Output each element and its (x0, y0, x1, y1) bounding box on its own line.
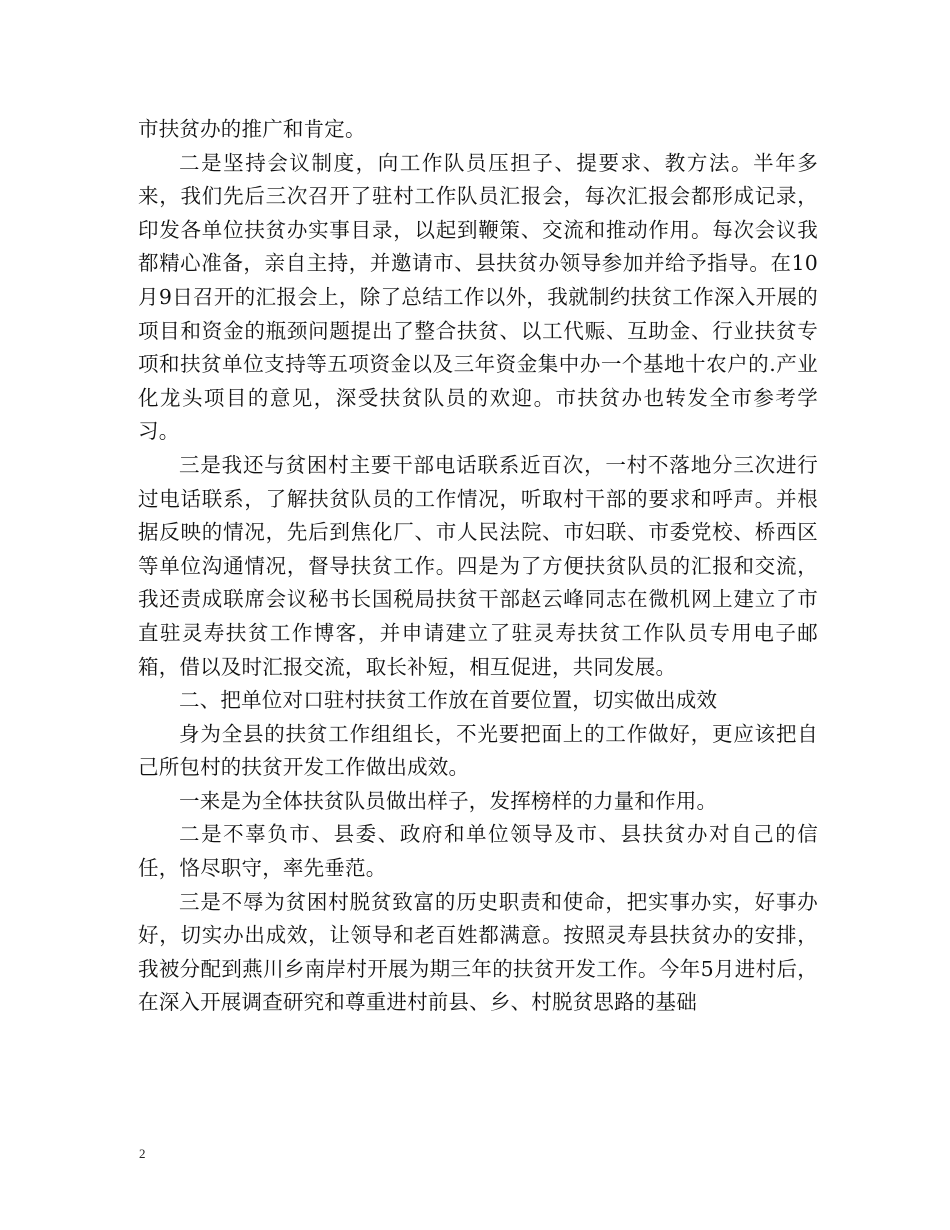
body-text (138, 113, 818, 1020)
page-number: 2 (139, 1146, 146, 1161)
paragraph-1: 市扶贫办的推广和肯定。 (138, 117, 366, 141)
paragraph-7: 二是不辜负市、县委、政府和单位领导及市、县扶贫办对自己的信任，恪尽职守，率先垂范。 (138, 822, 818, 881)
section-heading: 二、把单位对口驻村扶贫工作放在首要位置，切实做出成效 (179, 688, 718, 713)
paragraph-2: 二是坚持会议制度，向工作队员压担子、提要求、教方法。半年多来，我们先后三次召开了驻村工作队员汇报会，每次汇报会都形成记录，印发各单位扶贫办实事目录，以起到鞭策、交流和推动作用。每次会议我都精心准备，亲自主持，并邀请市、县扶贫办领导参加并给予指导。在10月9日召开的汇报会上，除了总结工作以外，我就制约扶贫工作深入开展的项目和资金的瓶颈问题提出了整合扶贫、以工代赈、互助金、行业扶贫专项和扶贫单位支持等五项资金以及三年资金集中办一个基地十农户的.产业化龙头项目的意见，深受扶贫队员的欢迎。市扶贫办也转发全市参考学习。 (138, 150, 818, 444)
paragraph-6: 一来是为全体扶贫队员做出样子，发挥榜样的力量和作用。 (179, 788, 718, 813)
paragraph-5: 身为全县的扶贫工作组组长，不光要把面上的工作做好，更应该把自己所包村的扶贫开发工作做出成效。 (138, 721, 818, 780)
paragraph-3: 三是我还与贫困村主要干部电话联系近百次，一村不落地分三次进行过电话联系，了解扶贫队员的工作情况，听取村干部的要求和呼声。并根据反映的情况，先后到焦化厂、市人民法院、市妇联、市委党校、桥西区等单位沟通情况，督导扶贫工作。四是为了方便扶贫队员的汇报和交流，我还责成联席会议秘书长国税局扶贫干部赵云峰同志在微机网上建立了市直驻灵寿扶贫工作博客，并申请建立了驻灵寿扶贫工作队员专用电子邮箱，借以及时汇报交流，取长补短，相互促进，共同发展。 (138, 452, 818, 679)
paragraph-8: 三是不辱为贫困村脱贫致富的历史职责和使命，把实事办实，好事办好，切实办出成效，让领导和老百姓都满意。按照灵寿县扶贫办的安排，我被分配到燕川乡南岸村开展为期三年的扶贫开发工作。今年5月进村后，在深入开展调查研究和尊重进村前县、乡、村脱贫思路的基础 (138, 889, 818, 1015)
